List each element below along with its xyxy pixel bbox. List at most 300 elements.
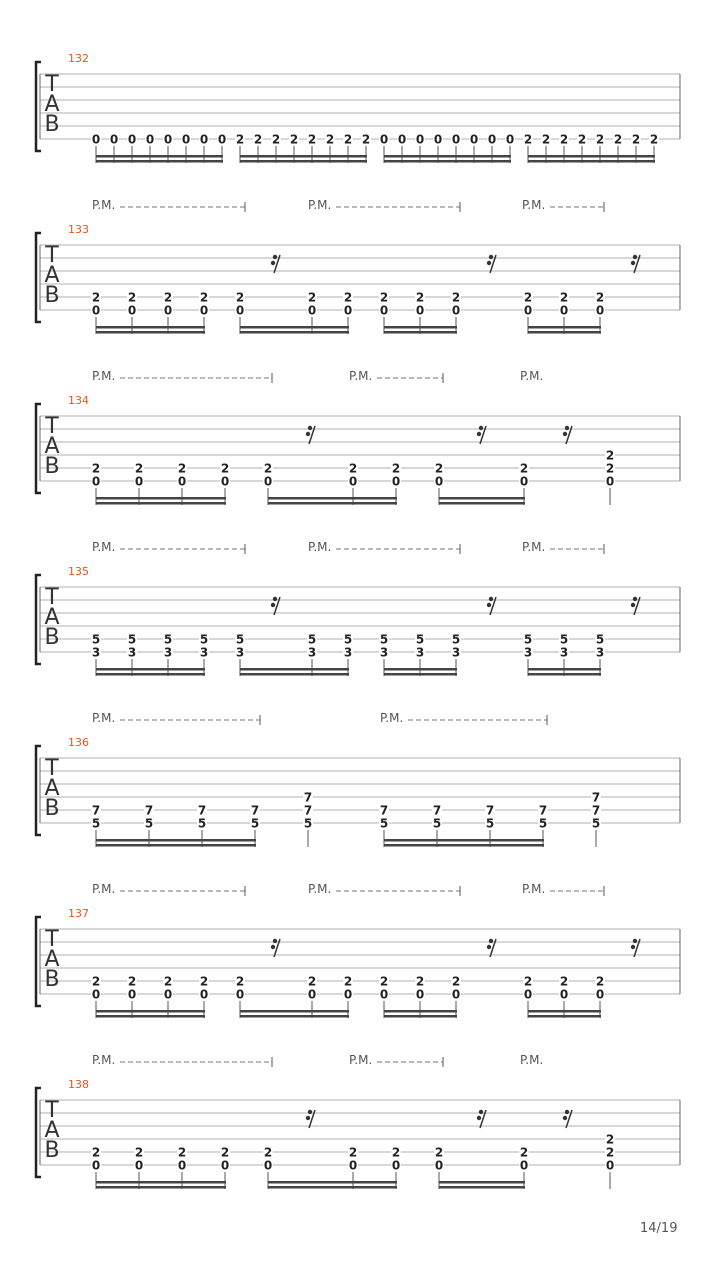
fret-number: 2 bbox=[391, 461, 401, 476]
beam bbox=[384, 673, 457, 676]
fret-number: 0 bbox=[134, 1158, 144, 1173]
tab-clef-letter: A bbox=[44, 92, 60, 117]
measure-number: 134 bbox=[68, 394, 89, 407]
fret-number: 0 bbox=[145, 132, 155, 147]
fret-number: 2 bbox=[271, 132, 281, 147]
beam bbox=[268, 1186, 397, 1189]
fret-number: 3 bbox=[559, 645, 569, 660]
tab-system-136 bbox=[36, 711, 680, 847]
rest-flag bbox=[271, 261, 275, 265]
fret-number: 2 bbox=[631, 132, 641, 147]
palm-mute-label: P.M. bbox=[522, 198, 546, 212]
beam bbox=[240, 1010, 349, 1013]
fret-number: 0 bbox=[199, 132, 209, 147]
fret-number: 0 bbox=[235, 987, 245, 1002]
palm-mute-label: P.M. bbox=[520, 369, 544, 383]
palm-mute-label: P.M. bbox=[92, 540, 116, 554]
fret-number: 2 bbox=[127, 974, 137, 989]
fret-number: 0 bbox=[487, 132, 497, 147]
beam bbox=[439, 502, 525, 505]
beam bbox=[528, 331, 601, 334]
tab-clef-letter: A bbox=[44, 263, 60, 288]
fret-number: 2 bbox=[415, 290, 425, 305]
fret-number: 0 bbox=[307, 303, 317, 318]
rest-flag bbox=[308, 426, 312, 430]
fret-number: 0 bbox=[199, 987, 209, 1002]
beam bbox=[268, 497, 397, 500]
fret-number: 2 bbox=[523, 290, 533, 305]
fret-number: 3 bbox=[451, 645, 461, 660]
tab-clef-letter: B bbox=[44, 796, 60, 821]
fret-number: 3 bbox=[343, 645, 353, 660]
fret-number: 0 bbox=[379, 987, 389, 1002]
fret-number: 2 bbox=[307, 974, 317, 989]
fret-number: 0 bbox=[91, 474, 101, 489]
rest-flag bbox=[487, 603, 491, 607]
fret-number: 2 bbox=[263, 1145, 273, 1160]
fret-number: 2 bbox=[434, 1145, 444, 1160]
tab-clef-letter: B bbox=[44, 625, 60, 650]
fret-number: 2 bbox=[451, 290, 461, 305]
rest-flag bbox=[271, 945, 275, 949]
fret-number: 2 bbox=[523, 974, 533, 989]
fret-number: 3 bbox=[235, 645, 245, 660]
fret-number: 0 bbox=[415, 132, 425, 147]
fret-number: 2 bbox=[559, 132, 569, 147]
beam bbox=[96, 1186, 226, 1189]
fret-number: 5 bbox=[91, 816, 101, 831]
fret-number: 2 bbox=[605, 461, 615, 476]
fret-number: 0 bbox=[127, 132, 137, 147]
fret-number: 2 bbox=[605, 1132, 615, 1147]
fret-number: 7 bbox=[379, 803, 389, 818]
fret-number: 0 bbox=[605, 1158, 615, 1173]
beam bbox=[528, 160, 655, 163]
beam bbox=[384, 1015, 457, 1018]
beam bbox=[384, 839, 544, 842]
fret-number: 2 bbox=[253, 132, 263, 147]
beam bbox=[96, 155, 223, 158]
beam bbox=[384, 668, 457, 671]
fret-number: 0 bbox=[348, 1158, 358, 1173]
fret-number: 2 bbox=[605, 448, 615, 463]
palm-mute-label: P.M. bbox=[520, 1053, 544, 1067]
fret-number: 0 bbox=[434, 474, 444, 489]
fret-number: 3 bbox=[307, 645, 317, 660]
fret-number: 2 bbox=[235, 132, 245, 147]
rest-flag bbox=[479, 1110, 483, 1114]
fret-number: 2 bbox=[523, 132, 533, 147]
rest-flag bbox=[565, 426, 569, 430]
rest-flag bbox=[565, 1110, 569, 1114]
fret-number: 0 bbox=[91, 1158, 101, 1173]
tab-clef-letter: B bbox=[44, 454, 60, 479]
fret-number: 0 bbox=[91, 132, 101, 147]
palm-mute-label: P.M. bbox=[522, 540, 546, 554]
fret-number: 0 bbox=[163, 132, 173, 147]
fret-number: 7 bbox=[432, 803, 442, 818]
beam bbox=[96, 839, 256, 842]
fret-number: 0 bbox=[217, 132, 227, 147]
fret-number: 0 bbox=[595, 303, 605, 318]
beam bbox=[240, 160, 367, 163]
measure-number: 135 bbox=[68, 565, 89, 578]
fret-number: 0 bbox=[263, 1158, 273, 1173]
tab-system-135 bbox=[36, 540, 680, 676]
tab-system-132 bbox=[36, 52, 680, 163]
fret-number: 5 bbox=[379, 816, 389, 831]
fret-number: 3 bbox=[199, 645, 209, 660]
fret-number: 0 bbox=[379, 132, 389, 147]
fret-number: 0 bbox=[391, 474, 401, 489]
fret-number: 3 bbox=[415, 645, 425, 660]
rest-flag bbox=[633, 255, 637, 259]
tab-clef-letter: T bbox=[45, 756, 59, 781]
fret-number: 0 bbox=[433, 132, 443, 147]
fret-number: 2 bbox=[595, 290, 605, 305]
tab-clef-letter: T bbox=[45, 927, 59, 952]
beam bbox=[96, 502, 226, 505]
fret-number: 0 bbox=[220, 1158, 230, 1173]
fret-number: 0 bbox=[505, 132, 515, 147]
fret-number: 3 bbox=[127, 645, 137, 660]
rest-flag bbox=[273, 597, 277, 601]
rest-flag bbox=[271, 603, 275, 607]
fret-number: 0 bbox=[134, 474, 144, 489]
beam bbox=[384, 844, 544, 847]
fret-number: 2 bbox=[163, 974, 173, 989]
rest-flag bbox=[487, 945, 491, 949]
fret-number: 2 bbox=[541, 132, 551, 147]
fret-number: 0 bbox=[348, 474, 358, 489]
fret-number: 2 bbox=[451, 974, 461, 989]
tab-clef-letter: A bbox=[44, 434, 60, 459]
fret-number: 0 bbox=[181, 132, 191, 147]
beam bbox=[268, 1181, 397, 1184]
fret-number: 7 bbox=[144, 803, 154, 818]
beam bbox=[528, 1010, 601, 1013]
fret-number: 2 bbox=[91, 461, 101, 476]
rest-flag bbox=[631, 945, 635, 949]
beam bbox=[96, 160, 223, 163]
fret-number: 0 bbox=[519, 474, 529, 489]
fret-number: 7 bbox=[303, 803, 313, 818]
fret-number: 0 bbox=[559, 303, 569, 318]
fret-number: 5 bbox=[343, 632, 353, 647]
fret-number: 2 bbox=[199, 290, 209, 305]
fret-number: 2 bbox=[235, 974, 245, 989]
fret-number: 3 bbox=[595, 645, 605, 660]
beam bbox=[240, 668, 349, 671]
tab-clef-letter: A bbox=[44, 947, 60, 972]
fret-number: 5 bbox=[235, 632, 245, 647]
fret-number: 3 bbox=[379, 645, 389, 660]
rest-flag bbox=[479, 426, 483, 430]
measure-number: 137 bbox=[68, 907, 89, 920]
fret-number: 2 bbox=[220, 461, 230, 476]
rest-flag bbox=[273, 939, 277, 943]
rest-flag bbox=[633, 939, 637, 943]
fret-number: 0 bbox=[415, 303, 425, 318]
fret-number: 0 bbox=[199, 303, 209, 318]
fret-number: 2 bbox=[595, 974, 605, 989]
beam bbox=[96, 673, 205, 676]
measure-number: 138 bbox=[68, 1078, 89, 1091]
palm-mute-label: P.M. bbox=[308, 882, 332, 896]
fret-number: 0 bbox=[307, 987, 317, 1002]
fret-number: 0 bbox=[434, 1158, 444, 1173]
tab-clef-letter: B bbox=[44, 112, 60, 137]
rest-flag bbox=[487, 261, 491, 265]
fret-number: 0 bbox=[605, 474, 615, 489]
fret-number: 5 bbox=[303, 816, 313, 831]
palm-mute-label: P.M. bbox=[522, 882, 546, 896]
rest-flag bbox=[563, 1116, 567, 1120]
fret-number: 2 bbox=[519, 1145, 529, 1160]
beam bbox=[384, 155, 511, 158]
fret-number: 0 bbox=[469, 132, 479, 147]
fret-number: 3 bbox=[91, 645, 101, 660]
fret-number: 2 bbox=[289, 132, 299, 147]
fret-number: 2 bbox=[91, 290, 101, 305]
beam bbox=[528, 673, 601, 676]
rest-flag bbox=[563, 432, 567, 436]
fret-number: 2 bbox=[134, 1145, 144, 1160]
measure-number: 132 bbox=[68, 52, 89, 65]
rest-flag bbox=[273, 255, 277, 259]
fret-number: 2 bbox=[434, 461, 444, 476]
beam bbox=[240, 331, 349, 334]
fret-number: 5 bbox=[91, 632, 101, 647]
beam bbox=[528, 668, 601, 671]
beam bbox=[96, 668, 205, 671]
fret-number: 2 bbox=[307, 132, 317, 147]
fret-number: 5 bbox=[538, 816, 548, 831]
rest-flag bbox=[489, 939, 493, 943]
fret-number: 2 bbox=[559, 974, 569, 989]
beam bbox=[528, 155, 655, 158]
fret-number: 0 bbox=[451, 987, 461, 1002]
tab-clef-letter: T bbox=[45, 243, 59, 268]
fret-number: 2 bbox=[177, 461, 187, 476]
beam bbox=[96, 1015, 205, 1018]
fret-number: 2 bbox=[263, 461, 273, 476]
beam bbox=[96, 1181, 226, 1184]
tab-clef-letter: T bbox=[45, 585, 59, 610]
rest-flag bbox=[306, 1116, 310, 1120]
tab-system-134 bbox=[36, 369, 680, 505]
fret-number: 2 bbox=[307, 290, 317, 305]
measure-number: 136 bbox=[68, 736, 89, 749]
fret-number: 0 bbox=[163, 303, 173, 318]
beam bbox=[528, 1015, 601, 1018]
fret-number: 0 bbox=[559, 987, 569, 1002]
fret-number: 5 bbox=[451, 632, 461, 647]
fret-number: 0 bbox=[177, 474, 187, 489]
fret-number: 7 bbox=[197, 803, 207, 818]
palm-mute-label: P.M. bbox=[92, 1053, 116, 1067]
fret-number: 0 bbox=[343, 303, 353, 318]
fret-number: 2 bbox=[220, 1145, 230, 1160]
beam bbox=[384, 331, 457, 334]
fret-number: 5 bbox=[379, 632, 389, 647]
fret-number: 2 bbox=[361, 132, 371, 147]
fret-number: 0 bbox=[343, 987, 353, 1002]
tab-clef-letter: B bbox=[44, 967, 60, 992]
fret-number: 0 bbox=[177, 1158, 187, 1173]
fret-number: 2 bbox=[325, 132, 335, 147]
fret-number: 0 bbox=[220, 474, 230, 489]
tab-clef-letter: T bbox=[45, 1098, 59, 1123]
fret-number: 7 bbox=[485, 803, 495, 818]
fret-number: 0 bbox=[127, 987, 137, 1002]
beam bbox=[528, 326, 601, 329]
rest-flag bbox=[631, 603, 635, 607]
fret-number: 0 bbox=[451, 303, 461, 318]
fret-number: 2 bbox=[613, 132, 623, 147]
fret-number: 0 bbox=[91, 303, 101, 318]
fret-number: 2 bbox=[235, 290, 245, 305]
palm-mute-label: P.M. bbox=[349, 369, 373, 383]
tab-system-138 bbox=[36, 1053, 680, 1189]
fret-number: 2 bbox=[605, 1145, 615, 1160]
fret-number: 2 bbox=[199, 974, 209, 989]
beam bbox=[96, 844, 256, 847]
fret-number: 0 bbox=[379, 303, 389, 318]
tab-clef-letter: B bbox=[44, 283, 60, 308]
fret-number: 7 bbox=[91, 803, 101, 818]
fret-number: 2 bbox=[379, 974, 389, 989]
fret-number: 0 bbox=[263, 474, 273, 489]
fret-number: 2 bbox=[391, 1145, 401, 1160]
fret-number: 2 bbox=[91, 1145, 101, 1160]
beam bbox=[240, 326, 349, 329]
page-indicator: 14/19 bbox=[640, 1221, 678, 1236]
fret-number: 2 bbox=[343, 132, 353, 147]
fret-number: 5 bbox=[199, 632, 209, 647]
beam bbox=[384, 160, 511, 163]
palm-mute-label: P.M. bbox=[308, 198, 332, 212]
fret-number: 0 bbox=[235, 303, 245, 318]
fret-number: 2 bbox=[519, 461, 529, 476]
palm-mute-label: P.M. bbox=[349, 1053, 373, 1067]
fret-number: 3 bbox=[523, 645, 533, 660]
fret-number: 7 bbox=[303, 790, 313, 805]
fret-number: 5 bbox=[485, 816, 495, 831]
fret-number: 5 bbox=[591, 816, 601, 831]
beam bbox=[384, 1010, 457, 1013]
tab-system-133 bbox=[36, 198, 680, 334]
palm-mute-label: P.M. bbox=[92, 198, 116, 212]
fret-number: 2 bbox=[577, 132, 587, 147]
rest-flag bbox=[306, 432, 310, 436]
fret-number: 2 bbox=[348, 1145, 358, 1160]
fret-number: 2 bbox=[595, 132, 605, 147]
rest-flag bbox=[477, 432, 481, 436]
fret-number: 0 bbox=[523, 987, 533, 1002]
fret-number: 0 bbox=[109, 132, 119, 147]
fret-number: 0 bbox=[91, 987, 101, 1002]
fret-number: 2 bbox=[343, 290, 353, 305]
tab-system-137 bbox=[36, 882, 680, 1018]
palm-mute-label: P.M. bbox=[308, 540, 332, 554]
fret-number: 7 bbox=[591, 790, 601, 805]
beam bbox=[268, 502, 397, 505]
fret-number: 7 bbox=[538, 803, 548, 818]
fret-number: 0 bbox=[397, 132, 407, 147]
fret-number: 0 bbox=[523, 303, 533, 318]
beam bbox=[439, 497, 525, 500]
fret-number: 0 bbox=[127, 303, 137, 318]
fret-number: 0 bbox=[163, 987, 173, 1002]
beam bbox=[240, 1015, 349, 1018]
fret-number: 2 bbox=[163, 290, 173, 305]
beam bbox=[240, 155, 367, 158]
palm-mute-label: P.M. bbox=[380, 711, 404, 725]
rest-flag bbox=[631, 261, 635, 265]
rest-flag bbox=[308, 1110, 312, 1114]
fret-number: 2 bbox=[177, 1145, 187, 1160]
fret-number: 0 bbox=[415, 987, 425, 1002]
fret-number: 2 bbox=[348, 461, 358, 476]
tab-clef-letter: B bbox=[44, 1138, 60, 1163]
beam bbox=[96, 326, 205, 329]
fret-number: 2 bbox=[649, 132, 659, 147]
rest-flag bbox=[633, 597, 637, 601]
beam bbox=[384, 326, 457, 329]
fret-number: 7 bbox=[250, 803, 260, 818]
fret-number: 5 bbox=[415, 632, 425, 647]
beam bbox=[439, 1181, 525, 1184]
fret-number: 5 bbox=[307, 632, 317, 647]
beam bbox=[96, 1010, 205, 1013]
beam bbox=[96, 497, 226, 500]
beam bbox=[439, 1186, 525, 1189]
beam bbox=[240, 673, 349, 676]
tab-clef-letter: A bbox=[44, 776, 60, 801]
palm-mute-label: P.M. bbox=[92, 369, 116, 383]
fret-number: 5 bbox=[559, 632, 569, 647]
tab-clef-letter: T bbox=[45, 414, 59, 439]
tab-clef-letter: A bbox=[44, 605, 60, 630]
fret-number: 2 bbox=[379, 290, 389, 305]
fret-number: 0 bbox=[451, 132, 461, 147]
fret-number: 5 bbox=[163, 632, 173, 647]
beam bbox=[96, 331, 205, 334]
fret-number: 2 bbox=[134, 461, 144, 476]
tab-clef-letter: T bbox=[45, 72, 59, 97]
fret-number: 5 bbox=[523, 632, 533, 647]
fret-number: 2 bbox=[343, 974, 353, 989]
rest-flag bbox=[489, 597, 493, 601]
fret-number: 2 bbox=[91, 974, 101, 989]
fret-number: 5 bbox=[197, 816, 207, 831]
fret-number: 2 bbox=[559, 290, 569, 305]
fret-number: 5 bbox=[595, 632, 605, 647]
palm-mute-label: P.M. bbox=[92, 711, 116, 725]
palm-mute-label: P.M. bbox=[92, 882, 116, 896]
rest-flag bbox=[477, 1116, 481, 1120]
fret-number: 2 bbox=[127, 290, 137, 305]
tab-clef-letter: A bbox=[44, 1118, 60, 1143]
rest-flag bbox=[489, 255, 493, 259]
fret-number: 5 bbox=[127, 632, 137, 647]
fret-number: 5 bbox=[250, 816, 260, 831]
fret-number: 5 bbox=[144, 816, 154, 831]
fret-number: 3 bbox=[163, 645, 173, 660]
fret-number: 0 bbox=[595, 987, 605, 1002]
measure-number: 133 bbox=[68, 223, 89, 236]
